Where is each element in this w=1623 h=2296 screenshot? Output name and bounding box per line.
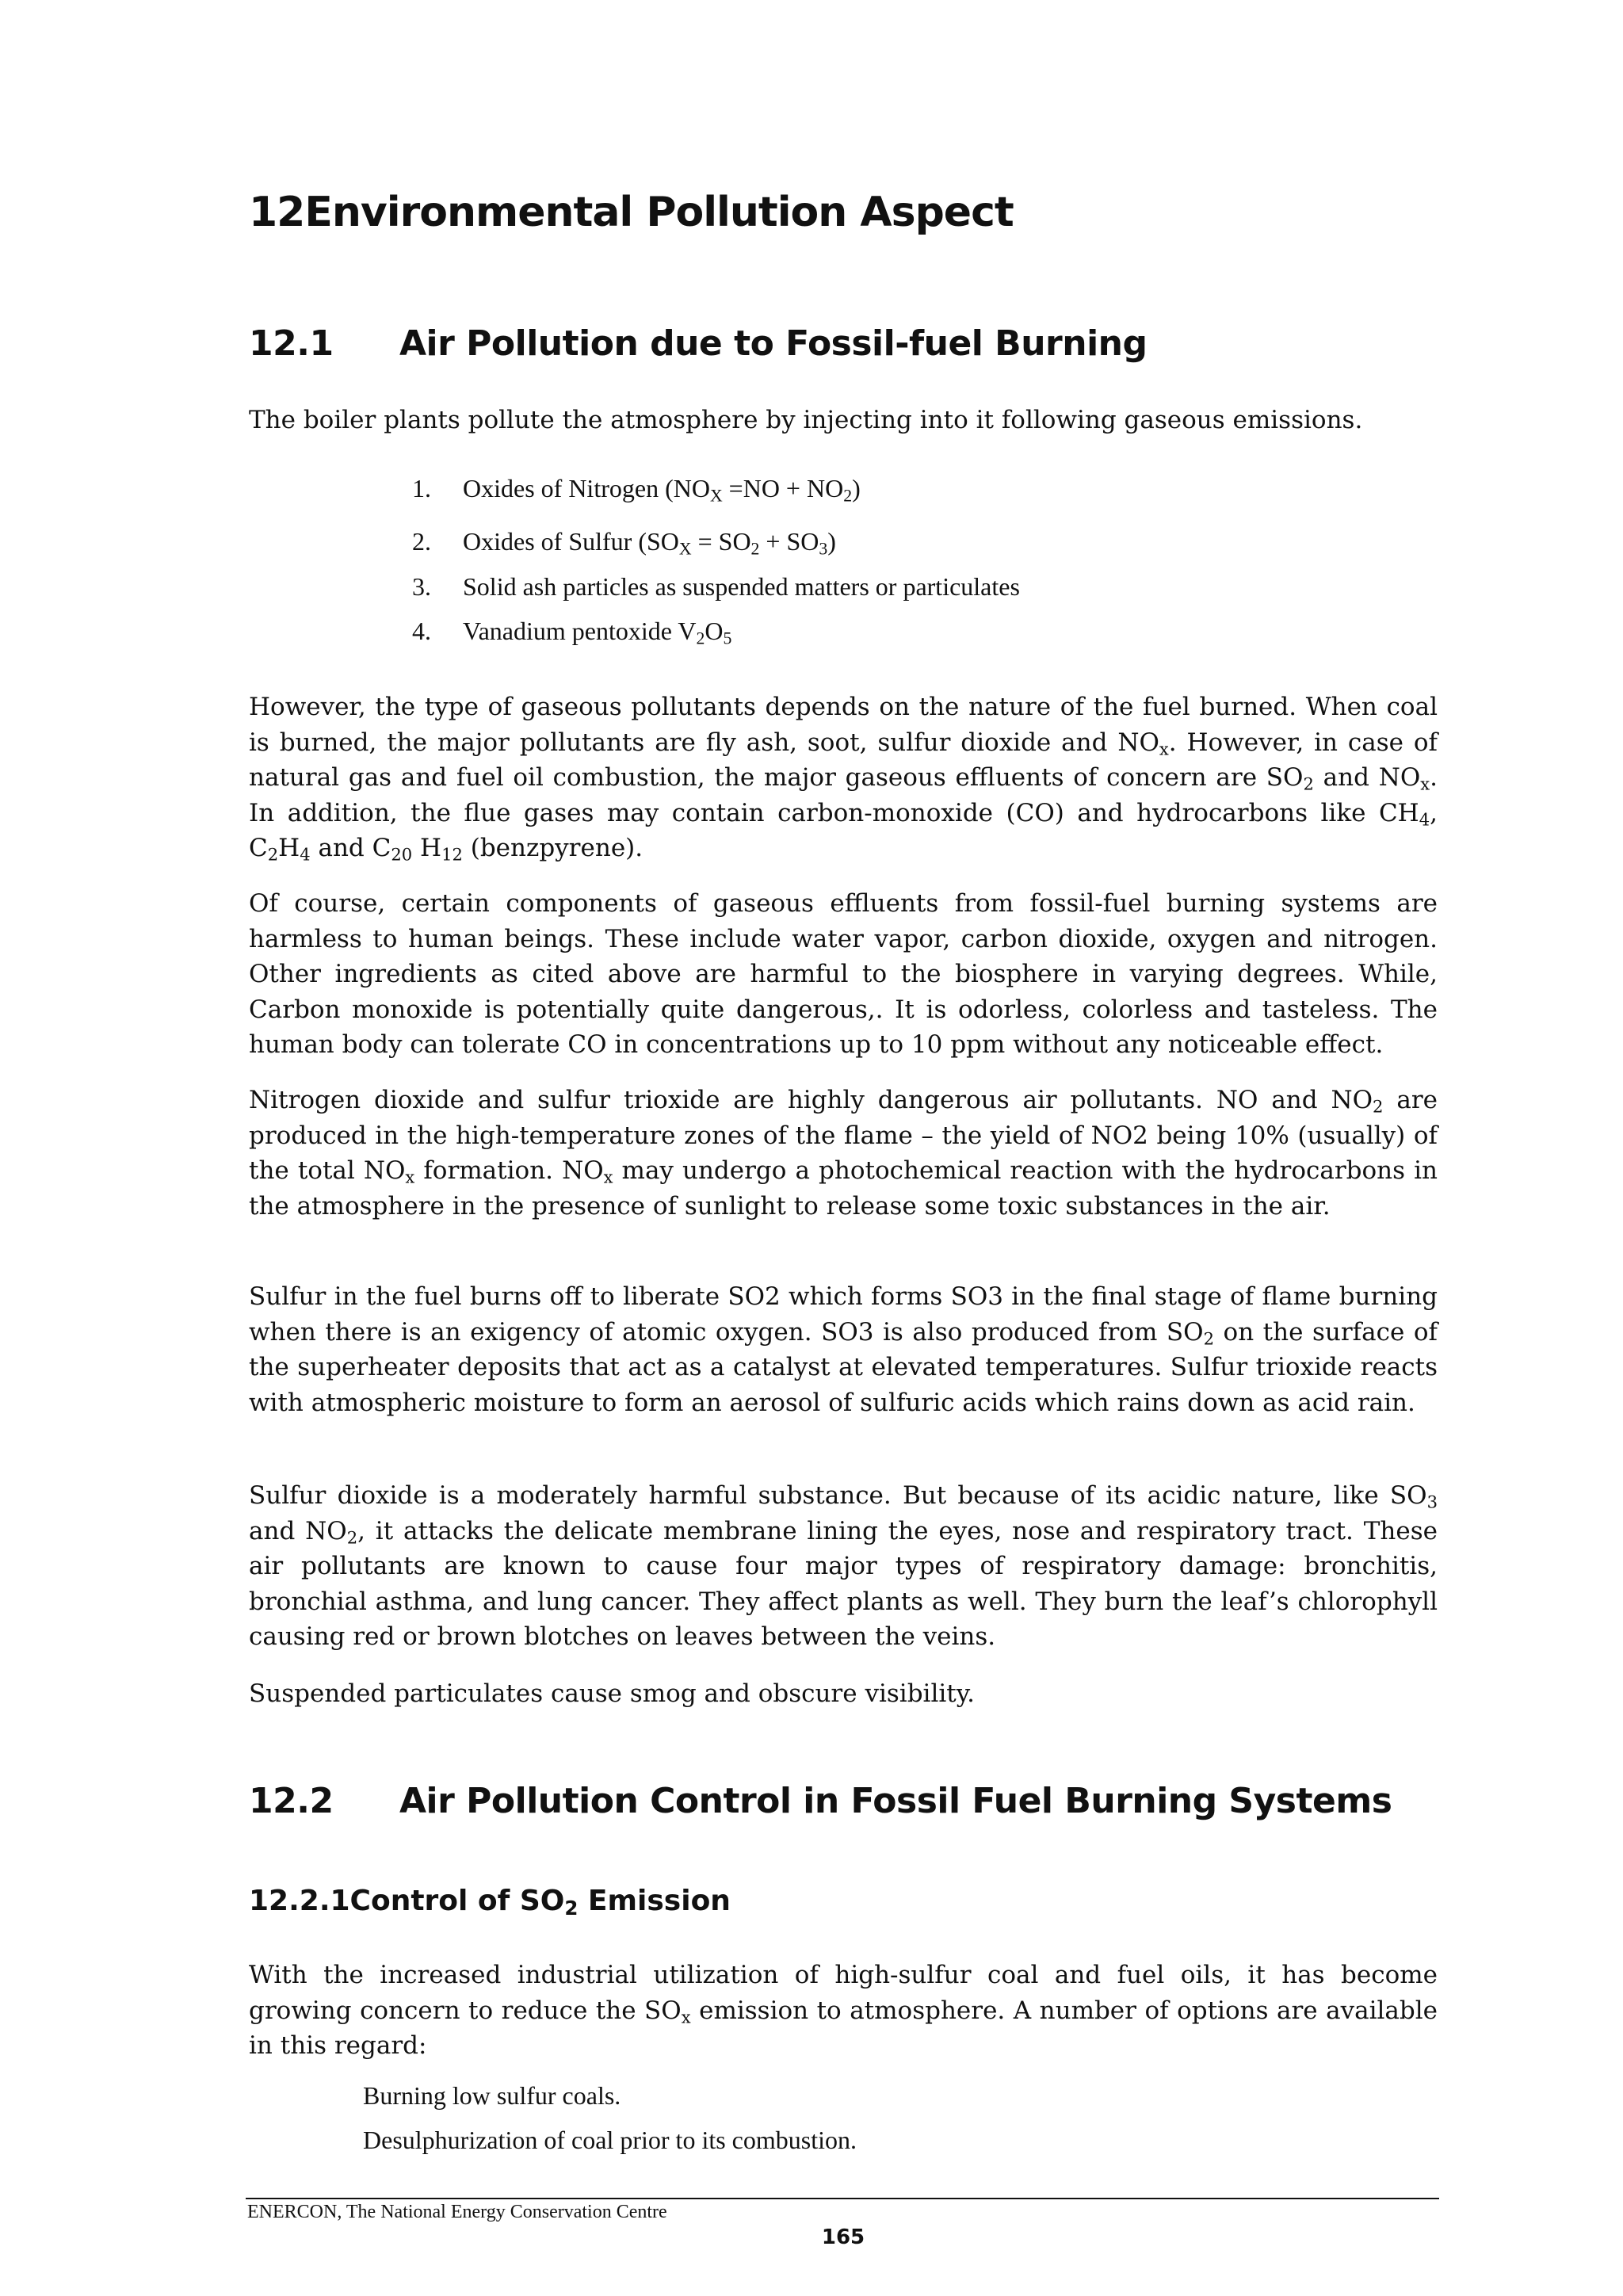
- section-heading-12-1: [249, 323, 1147, 364]
- section-title: Air Pollution due to Fossil-fuel Burning: [399, 323, 1148, 364]
- section-number: 12.2: [249, 1781, 334, 1821]
- list-text: Solid ash particles as suspended matters or particulates: [463, 572, 1020, 601]
- section-number: 12.1: [249, 323, 334, 364]
- paragraph-pollutants: However, the type of gaseous pollutants depends on the nature of the fuel burned. When coal is burned, the major pollutants are fly ash, soot, sulfur dioxide and $NO_x$. However, in case of natural gas and fuel oil combustion, the major gaseous effluents of concern are $SO_2$ and $NO_x$. In addition, the flue gases may contain carbon-monoxide (CO) and hydrocarbons like $CH_4$, $C_2H_4$ and $C_{20}$ $H_{12}$ (benzpyrene).: [249, 693, 1438, 865]
- list-item: [412, 572, 1020, 602]
- list-item: [412, 474, 861, 506]
- paragraph-particulates: Suspended particulates cause smog and obscure visibility.: [249, 1679, 975, 1708]
- footer-divider: [246, 2198, 1439, 2199]
- list-marker: 2.: [412, 527, 431, 556]
- paragraph-harmless-components: Of course, certain components of gaseous effluents from fossil-fuel burning systems are harmless to human beings. These include water vapor, carbon dioxide, oxygen and nitrogen. Other ingredients as cited above are harmful to the biosphere in varying degrees. While, Carbon monoxide is potentially quite dangerous,. It is odorless, colorless and tasteless. The human body can tolerate CO in concentrations up to 10 ppm without any noticeable effect.: [249, 889, 1438, 1059]
- list-item: [412, 617, 731, 646]
- list-item: Burning low sulfur coals.: [363, 2081, 621, 2110]
- subsection-heading-12-2-1: 12.2.1Control of $SO_2$ Emission: [249, 1885, 731, 1920]
- page-number: 165: [821, 2225, 865, 2249]
- intro-paragraph: The boiler plants pollute the atmosphere by injecting into it following gaseous emissions.: [249, 406, 1363, 434]
- paragraph-sox-control: With the increased industrial utilization of high-sulfur coal and fuel oils, it has become growing concern to reduce the $SO_x$ emission to atmosphere. A number of options are available in this regard:: [249, 1961, 1438, 2060]
- paragraph-sulfur-dioxide: Sulfur dioxide is a moderately harmful substance. But because of its acidic nature, like $SO_3$ and $NO_2$, it attacks the delicate membrane lining the eyes, nose and respiratory tract. These air pollutants are known to cause four major types of respiratory damage: bronchitis, bronchial asthma, and lung cancer. They affect plants as well. They burn the leaf’s chlorophyll causing red or brown blotches on leaves between the veins.: [249, 1481, 1438, 1651]
- list-text: Oxides of Sulfur $(SO_X = SO_2 + SO_3)$: [463, 527, 836, 559]
- chapter-title: 12Environmental Pollution Aspect: [249, 189, 1014, 236]
- section-title: Air Pollution Control in Fossil Fuel Burning Systems: [399, 1781, 1392, 1821]
- list-marker: 1.: [412, 474, 431, 502]
- paragraph-sulfur: Sulfur in the fuel burns off to liberate SO2 which forms SO3 in the final stage of flame burning when there is an exigency of atomic oxygen. SO3 is also produced from $SO_2$ on the surface of the superheater deposits that act as a catalyst at elevated temperatures. Sulfur trioxide reacts with atmospheric moisture to form an aerosol of sulfuric acids which rains down as acid rain.: [249, 1282, 1438, 1417]
- paragraph-nitrogen-dioxide: Nitrogen dioxide and sulfur trioxide are highly dangerous air pollutants. NO and $NO_2$ are produced in the high-temperature zones of the flame – the yield of NO2 being 10% (usually) of the total $NO_x$ formation. $NO_x$ may undergo a photochemical reaction with the hydrocarbons in the atmosphere in the presence of sunlight to release some toxic substances in the air.: [249, 1086, 1438, 1221]
- footer-organization: ENERCON, The National Energy Conservation Centre: [247, 2202, 667, 2222]
- list-marker: 3.: [412, 572, 431, 601]
- list-marker: 4.: [412, 617, 431, 645]
- list-item: [412, 527, 836, 559]
- section-heading-12-2: [249, 1781, 1392, 1821]
- list-text: Oxides of Nitrogen $(NO_X =NO + NO_2)$: [463, 474, 861, 506]
- list-text: Vanadium pentoxide $V_2O_5$: [463, 617, 732, 648]
- list-item: Desulphurization of coal prior to its combustion.: [363, 2126, 857, 2154]
- control-options-list: [363, 2081, 857, 2170]
